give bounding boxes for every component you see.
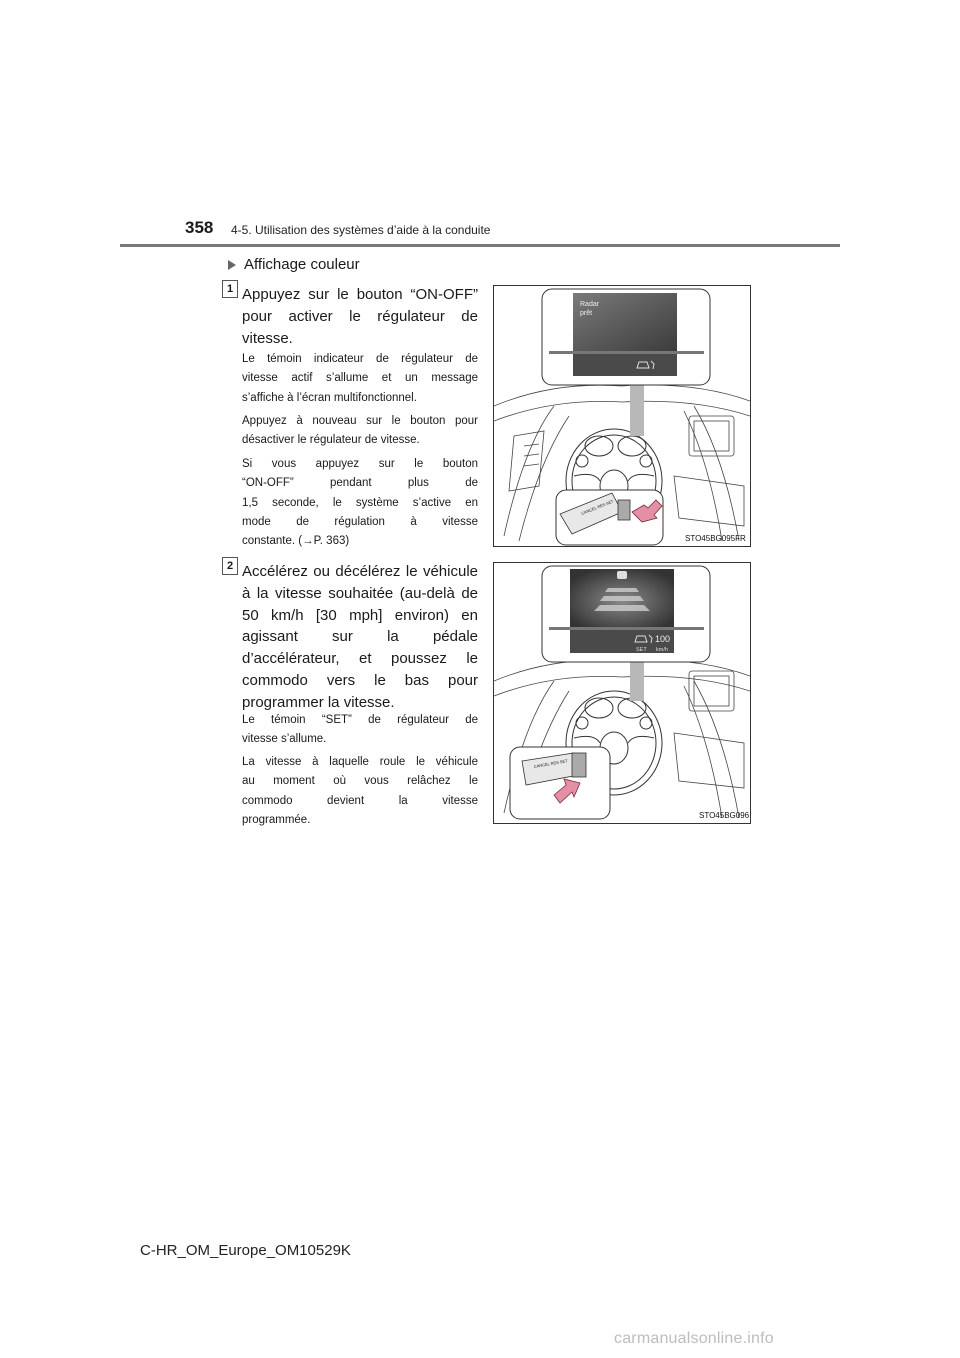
figure-1-illustration bbox=[494, 286, 750, 546]
subheading-text: Affichage couleur bbox=[244, 256, 360, 273]
note-line: Appuyez à nouveau sur le bouton pour bbox=[242, 415, 478, 427]
step-2-title-line: commodo vers le bas pour bbox=[242, 671, 478, 689]
display-text-ready: prêt bbox=[580, 310, 593, 317]
note-line: 1,5 seconde, le système s’active en bbox=[242, 496, 478, 509]
step-2-note-1 bbox=[242, 711, 478, 750]
step-2-title-line: agissant sur la pédale bbox=[242, 628, 478, 646]
figure-2 bbox=[493, 562, 751, 824]
step-2-note-2 bbox=[242, 753, 478, 830]
note-line: Le témoin “SET” de régulateur de bbox=[242, 714, 478, 726]
note-line: vitesse actif s’allume et un message bbox=[242, 372, 478, 385]
step-1-title bbox=[242, 284, 478, 350]
triangle-bullet-icon bbox=[228, 260, 236, 270]
step-1-note-2 bbox=[242, 412, 478, 451]
figure-2-illustration bbox=[494, 563, 750, 823]
watermark: carmanualsonline.info bbox=[614, 1330, 774, 1347]
step-number-2: 2 bbox=[222, 557, 238, 575]
note-line: vitesse s’allume. bbox=[242, 733, 327, 746]
step-1-title-line: Appuyez sur le bouton “ON-OFF” bbox=[242, 286, 478, 303]
display-text-radar: Radar bbox=[580, 301, 600, 308]
step-1-note-3 bbox=[242, 455, 478, 551]
svg-text:CANCEL RES SET: CANCEL RES SET bbox=[533, 758, 568, 769]
note-line: mode de régulation à vitesse bbox=[242, 515, 478, 528]
step-1-title-line: pour activer le régulateur de bbox=[242, 308, 478, 325]
figure-1 bbox=[493, 285, 751, 547]
note-line: désactiver le régulateur de vitesse. bbox=[242, 434, 420, 447]
step-number-1: 1 bbox=[222, 280, 238, 298]
note-line: programmée. bbox=[242, 813, 311, 826]
set-indicator: SET bbox=[636, 647, 647, 653]
subheading bbox=[228, 256, 360, 273]
header-divider bbox=[120, 244, 840, 247]
speed-unit: km/h bbox=[656, 647, 668, 653]
figure-2-code: STO45BG096 bbox=[699, 811, 750, 820]
set-speed-value: 100 bbox=[655, 634, 671, 644]
step-2-title-line: programmer la vitesse. bbox=[242, 693, 395, 711]
note-line: commodo devient la vitesse bbox=[242, 794, 478, 807]
step-2-title-line: 50 km/h [30 mph] environ) en bbox=[242, 606, 478, 624]
manual-id: C-HR_OM_Europe_OM10529K bbox=[140, 1242, 351, 1259]
svg-text:CANCEL RES SET: CANCEL RES SET bbox=[580, 498, 615, 516]
section-title: 4-5. Utilisation des systèmes d’aide à la conduite bbox=[231, 223, 491, 237]
step-2-title bbox=[242, 561, 478, 714]
step-1-title-line: vitesse. bbox=[242, 330, 293, 347]
note-line: “ON-OFF” pendant plus de bbox=[242, 477, 478, 490]
note-line: au moment où vous relâchez le bbox=[242, 775, 478, 788]
figure-1-code: STO45BG095FR bbox=[685, 534, 746, 543]
note-line: Le témoin indicateur de régulateur de bbox=[242, 353, 478, 365]
note-line: s’affiche à l’écran multifonctionnel. bbox=[242, 391, 417, 404]
step-2-title-line: Accélérez ou décélérez le véhicule bbox=[242, 563, 478, 580]
note-line: constante. (→P. 363) bbox=[242, 535, 350, 548]
page-number: 358 bbox=[185, 218, 214, 237]
step-2-title-line: d’accélérateur, et poussez le bbox=[242, 650, 478, 668]
note-line: La vitesse à laquelle roule le véhicule bbox=[242, 756, 478, 768]
step-1-note-1 bbox=[242, 350, 478, 408]
step-2-title-line: à la vitesse souhaitée (au-delà de bbox=[242, 584, 478, 602]
note-line: Si vous appuyez sur le bouton bbox=[242, 458, 478, 470]
